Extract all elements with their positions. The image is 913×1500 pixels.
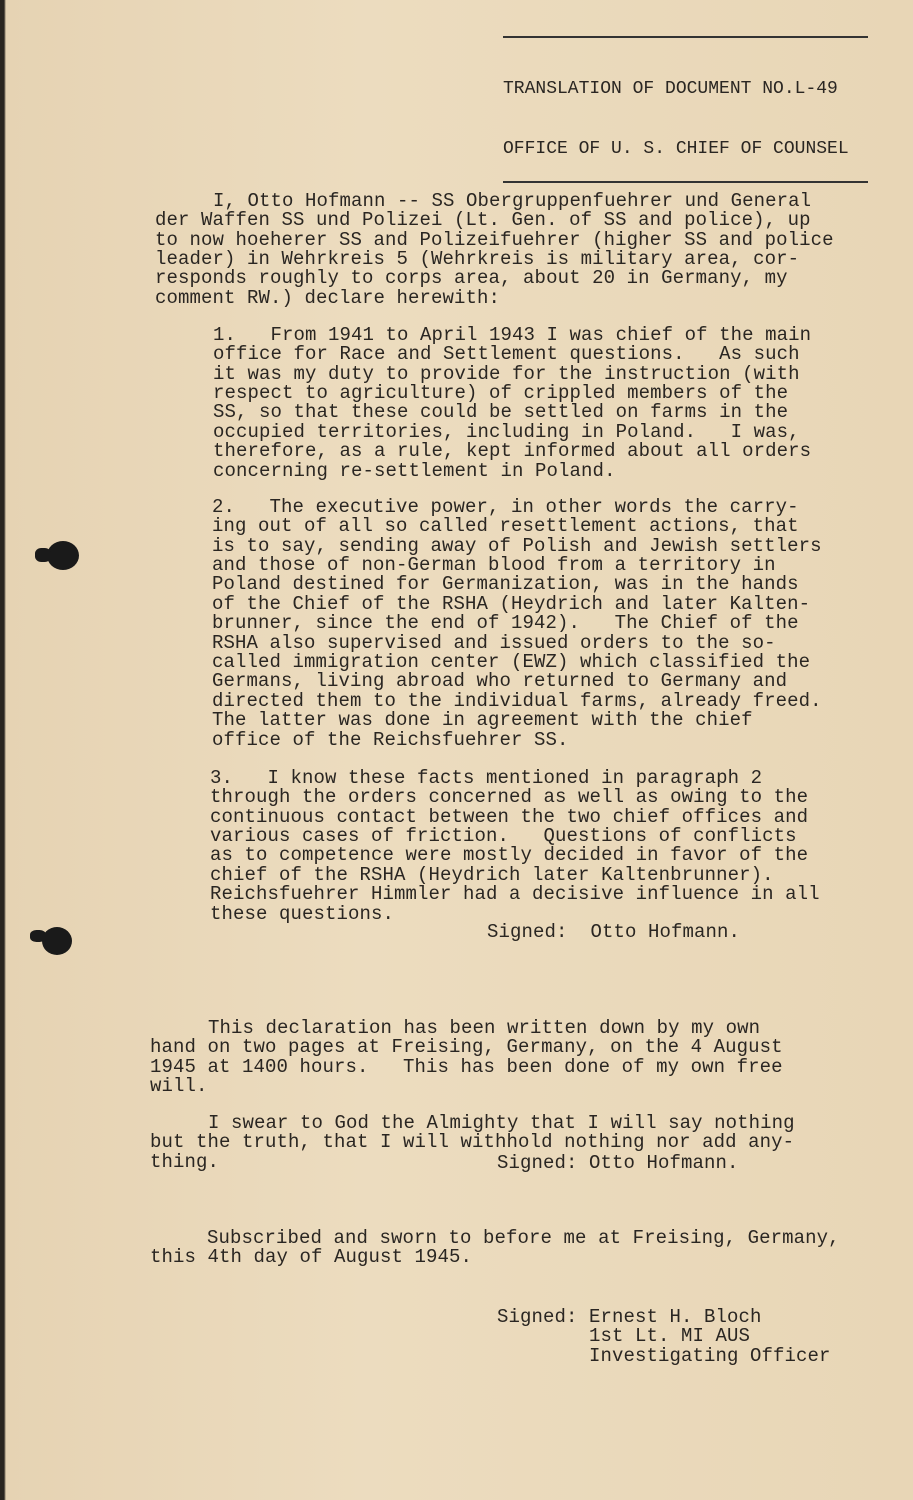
text-line: it was my duty to provide for the instruction (with [213, 362, 800, 385]
text-line: RSHA also supervised and issued orders to the so- [212, 631, 776, 654]
text-line: SS, so that these could be settled on farms in the [213, 401, 789, 424]
text-line: of the Chief of the RSHA (Heydrich and later Kalten- [212, 592, 811, 615]
text-line: Reichsfuehrer Himmler had a decisive influence in all [210, 883, 820, 906]
text-line: I swear to God the Almighty that I will say nothing [208, 1111, 795, 1134]
text-line: Subscribed and sworn to before me at Freising, Germany, [207, 1226, 840, 1249]
text-line: brunner, since the end of 1942). The Chief of the [212, 612, 799, 635]
text-line: ing out of all so called resettlement actions, that [212, 515, 799, 538]
text-line: will. [150, 1075, 208, 1098]
punch-hole [35, 548, 51, 562]
text-line: 2. The executive power, in other words the carry- [212, 495, 799, 518]
text-line: 1. From 1941 to April 1943 I was chief of the main [213, 323, 812, 346]
text-line: 3. I know these facts mentioned in paragraph 2 [210, 766, 763, 789]
punch-hole [30, 930, 46, 942]
text-line: chief of the RSHA (Heydrich later Kaltenbrunner). [210, 863, 774, 886]
text-line: directed them to the individual farms, already freed. [212, 689, 822, 712]
text-line: The latter was done in agreement with the chief [212, 709, 753, 732]
text-line: concerning re-settlement in Poland. [213, 459, 616, 482]
paragraph-2 [212, 459, 822, 770]
header-line: TRANSLATION OF DOCUMENT NO.L-49 [503, 79, 838, 99]
text-line: This declaration has been written down by my own [208, 1016, 761, 1039]
text-line: responds roughly to corps area, about 20 in Germany, my [155, 267, 788, 290]
text-line: Investigating Officer [497, 1344, 831, 1367]
text-line: as to competence were mostly decided in favor of the [210, 844, 809, 867]
signature-1: Signed: Otto Hofmann. [487, 921, 741, 943]
text-line: but the truth, that I will withhold nothing nor add any- [150, 1131, 795, 1154]
text-line: thing. [150, 1150, 220, 1173]
text-line: I, Otto Hofmann -- SS Obergruppenfuehrer und General [213, 189, 812, 212]
punch-hole [42, 927, 72, 955]
text-line: der Waffen SS und Polizei (Lt. Gen. of SS and police), up [155, 209, 811, 232]
text-line: to now hoeherer SS and Polizeifuehrer (higher SS and police [155, 228, 834, 251]
text-line: Poland destined for Germanization, was in the hands [212, 573, 799, 596]
text-line: respect to agriculture) of crippled members of the [213, 382, 789, 405]
text-line: office for Race and Settlement questions. As such [213, 343, 800, 366]
text-line: these questions. [210, 902, 395, 925]
header-line: OFFICE OF U. S. CHIEF OF COUNSEL [503, 139, 849, 159]
text-line: 1945 at 1400 hours. This has been done of my own free [150, 1055, 783, 1078]
text-line: various cases of friction. Questions of conflicts [210, 825, 797, 848]
paragraph-3 [210, 730, 820, 943]
text-line: Germans, living abroad who returned to Germany and [212, 670, 788, 693]
signature-3 [497, 1269, 831, 1385]
text-line: therefore, as a rule, kept informed about all orders [213, 440, 812, 463]
text-line: leader) in Wehrkreis 5 (Wehrkreis is military area, cor- [155, 248, 800, 271]
text-line: continuous contact between the two chief offices and [210, 805, 809, 828]
text-line: Signed: Ernest H. Bloch [497, 1305, 762, 1328]
text-line: hand on two pages at Freising, Germany, on the 4 August [150, 1036, 783, 1059]
text-line: this 4th day of August 1945. [150, 1246, 473, 1269]
text-line: 1st Lt. MI AUS [497, 1325, 751, 1348]
text-line: and those of non-German blood from a territory in [212, 554, 776, 577]
text-line: through the orders concerned as well as owing to the [210, 786, 809, 809]
text-line: is to say, sending away of Polish and Jewish settlers [212, 534, 822, 557]
text-line: comment RW.) declare herewith: [155, 286, 501, 309]
text-line: called immigration center (EWZ) which classified the [212, 651, 811, 674]
signature-2: Signed: Otto Hofmann. [497, 1152, 739, 1174]
text-line: office of the Reichsfuehrer SS. [212, 728, 569, 751]
punch-hole [47, 541, 79, 570]
text-line: occupied territories, including in Poland. I was, [213, 420, 800, 443]
